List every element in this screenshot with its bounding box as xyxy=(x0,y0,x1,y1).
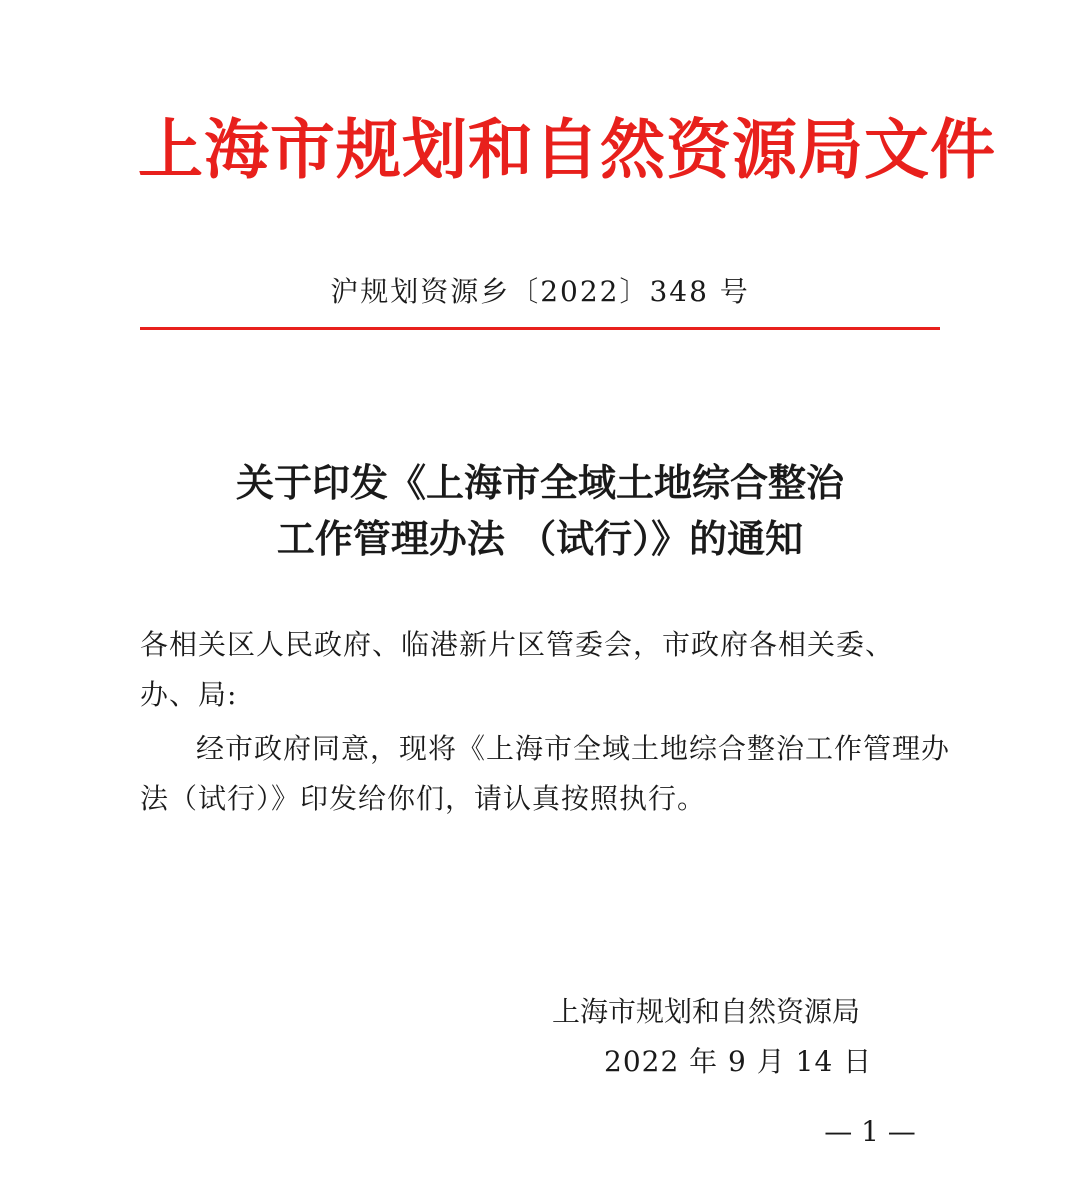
document-number: 沪规划资源乡〔2022〕348 号 xyxy=(330,275,750,308)
title-line-1: 关于印发《上海市全域土地综合整治 xyxy=(235,460,844,505)
body-paragraph: 经市政府同意，现将《上海市全域土地综合整治工作管理办法（试行）》印发给你们，请认真按照执行。 xyxy=(140,732,951,815)
signature-issuer: 上海市规划和自然资源局 xyxy=(552,995,861,1028)
signature-date: 2022 年 9 月 14 日 xyxy=(604,1045,873,1078)
red-divider xyxy=(140,327,940,330)
salutation: 各相关区人民政府、临港新片区管委会，市政府各相关委、办、局: xyxy=(140,628,895,711)
page-number: — 1 — xyxy=(824,1115,916,1148)
document-title xyxy=(0,455,1080,567)
issuer-heading: 上海市规划和自然资源局文件 xyxy=(138,112,997,188)
title-line-2: 工作管理办法 （试行）》的通知 xyxy=(276,516,804,561)
